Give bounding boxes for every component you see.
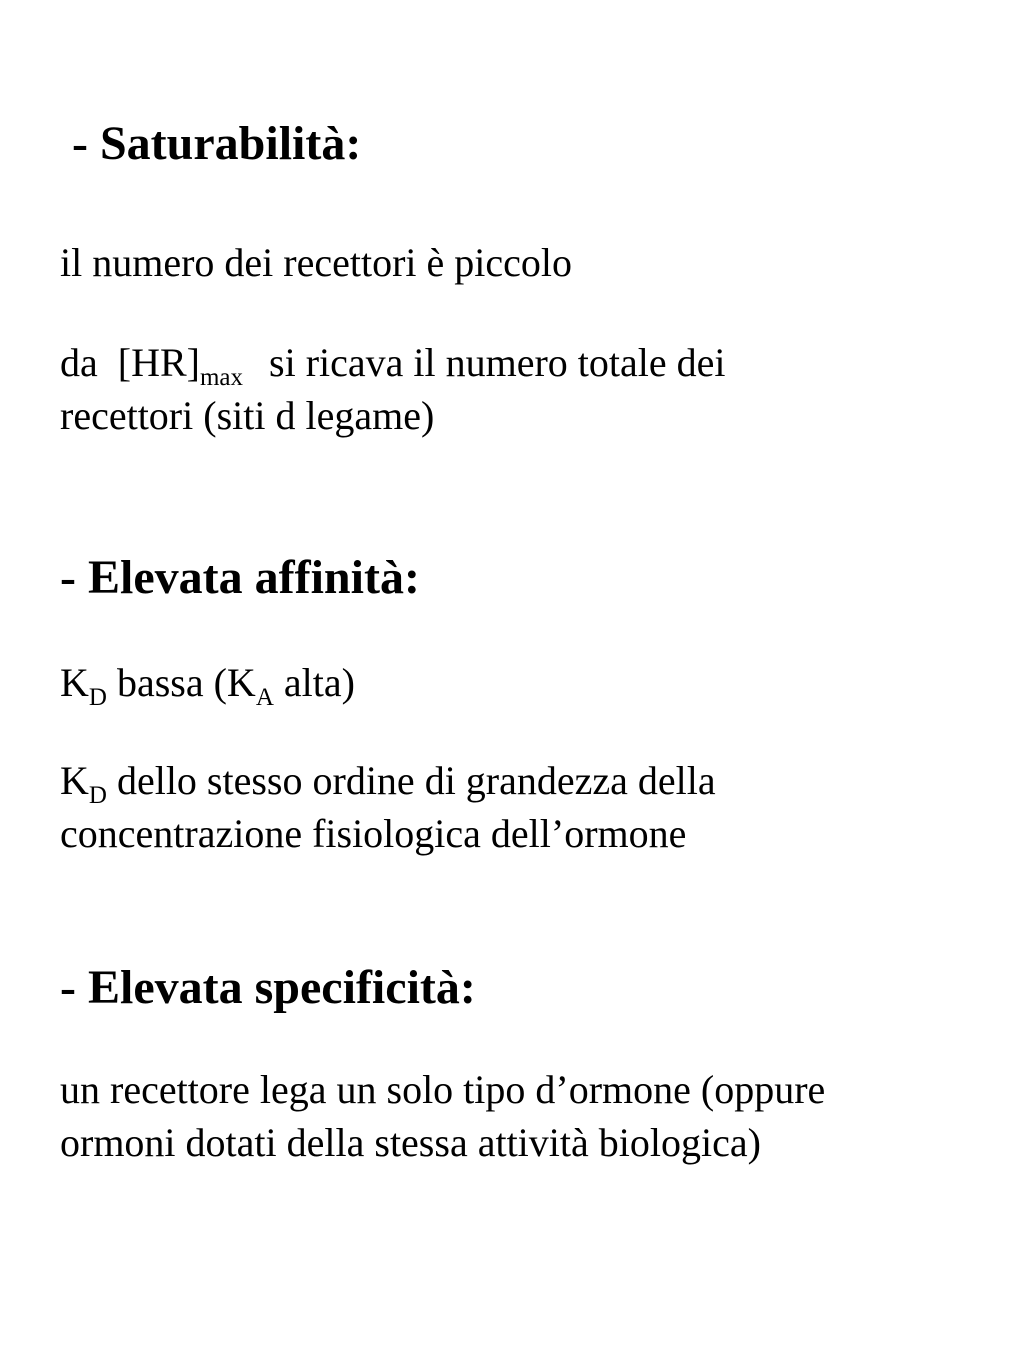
d-subscript: D bbox=[88, 684, 107, 711]
max-subscript: max bbox=[199, 364, 244, 391]
specificita-text bbox=[60, 1063, 825, 1169]
heading-elevata-specificita: - Elevata specificità: bbox=[60, 961, 476, 1014]
saturabilita-text-2-rest: si ricava il numero totale dei bbox=[269, 340, 726, 385]
saturabilita-text-1: il numero dei recettori è piccolo bbox=[60, 240, 573, 285]
affinita-text-2-line2: concentrazione fisiologica dell’ormone bbox=[60, 811, 687, 856]
affinita-text-2 bbox=[60, 754, 716, 860]
d-subscript: D bbox=[88, 782, 107, 809]
heading-elevata-affinita: - Elevata affinità: bbox=[60, 551, 420, 604]
heading-saturabilita: - Saturabilità: bbox=[72, 117, 362, 170]
a-subscript: A bbox=[255, 684, 274, 711]
affinita-text-1-mid: bassa (K bbox=[106, 660, 256, 705]
saturabilita-text-2 bbox=[60, 336, 726, 442]
hr-prefix: da [HR] bbox=[60, 340, 200, 385]
k-symbol: K bbox=[60, 660, 89, 705]
affinita-text-2-rest: dello stesso ordine di grandezza della bbox=[106, 758, 716, 803]
specificita-text-line2: ormoni dotati della stessa attività biologica) bbox=[60, 1120, 761, 1165]
affinita-text-1 bbox=[60, 656, 355, 709]
saturabilita-text-2-line2: recettori (siti d legame) bbox=[60, 393, 435, 438]
specificita-text-line1: un recettore lega un solo tipo d’ormone (oppure bbox=[60, 1067, 826, 1112]
k-symbol: K bbox=[60, 758, 89, 803]
affinita-text-1-end: alta) bbox=[273, 660, 355, 705]
